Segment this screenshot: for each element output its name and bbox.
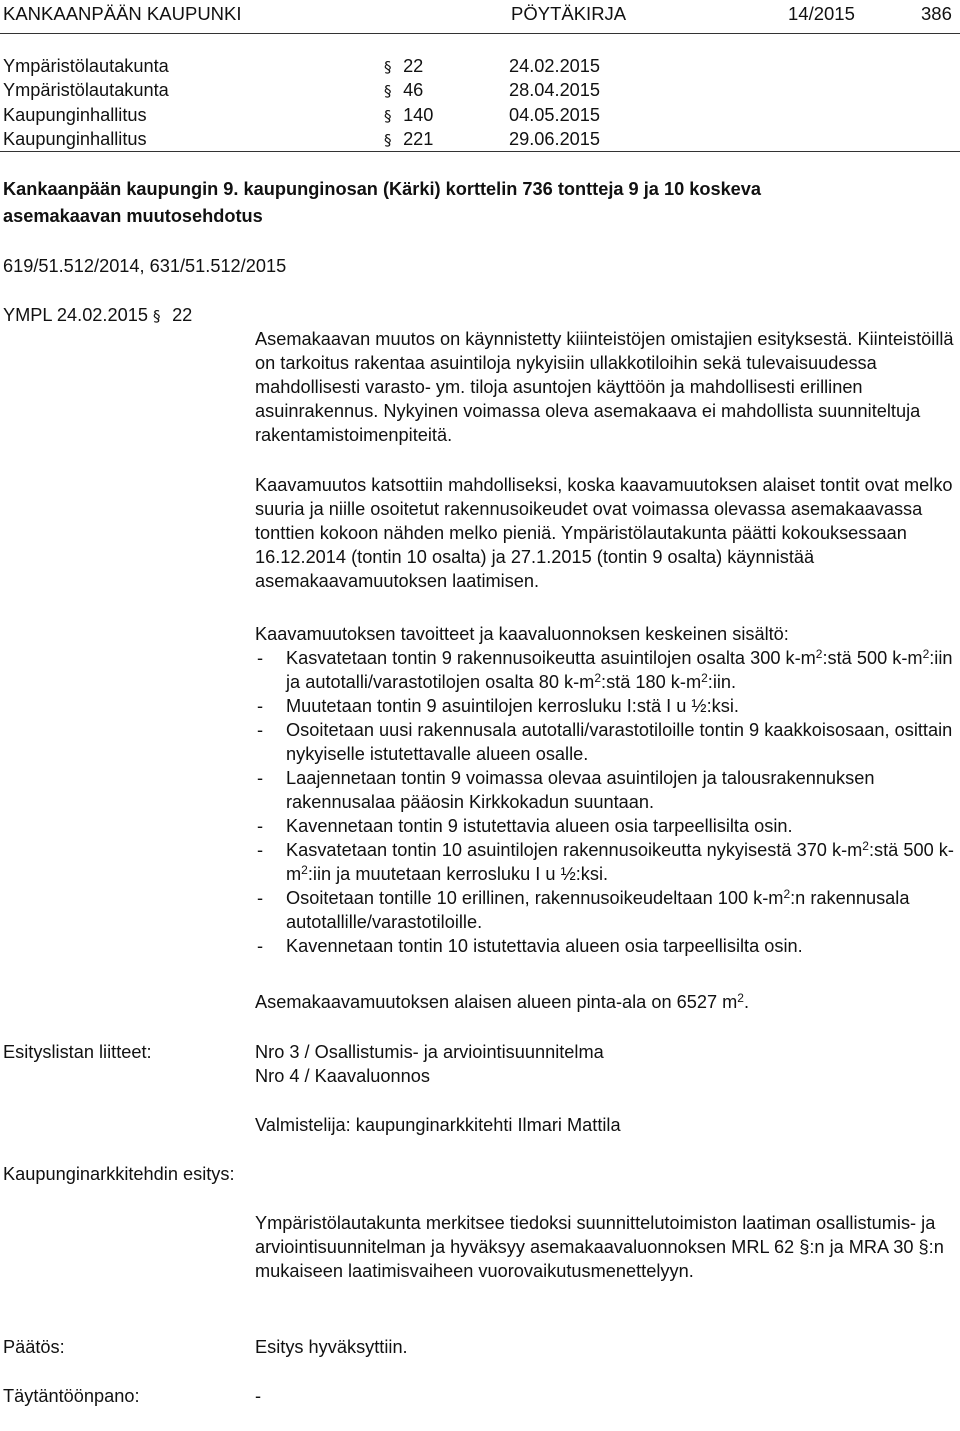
- enforcement-label: Täytäntöönpano:: [3, 1386, 140, 1406]
- list-item: - Kavennetaan tontin 10 istutettavia alueen osia tarpeellisilta osin.: [257, 936, 803, 956]
- history-section: § 46: [384, 78, 423, 103]
- paragraph-justification: Kaavamuutos katsottiin mahdolliseksi, koska kaavamuutoksen alaiset tontit ovat melko suuria ja niille osoitetut rakennusoikeudet ovat voimassa olevassa asemakaavassa tonttien kokoon nähden melko pieniä. Ympäristölautakunta päätti kokouksessaan 16.12.2014 (tontin 10 osalta) ja 27.1.2015 (tontin 9 osalta) käynnistää asemakaavamuutoksen laatimisen.: [255, 475, 953, 591]
- section-icon: §: [384, 58, 392, 76]
- goals-list: [255, 646, 960, 958]
- attachment-link[interactable]: Nro 3 / Osallistumis- ja arviointisuunnitelma: [255, 1042, 604, 1062]
- header-doc-number: 14/2015: [788, 3, 855, 24]
- ympl-reference: YMPL 24.02.2015 § 22: [3, 303, 192, 328]
- section-icon: §: [153, 307, 161, 325]
- history-date: 29.06.2015: [509, 129, 601, 149]
- history-rule: [0, 151, 960, 152]
- area-statement: Asemakaavamuutoksen alaisen alueen pinta-ala on 6527 $m^2$.: [255, 991, 750, 1012]
- proposal-label: Kaupunginarkkitehdin esitys:: [3, 1164, 235, 1184]
- history-date: 04.05.2015: [509, 105, 601, 125]
- list-item: - Laajennetaan tontin 9 voimassa olevaa asuintilojen ja talousrakennuksen rakennusalaa pääosin Kirkkokadun suuntaan.: [257, 768, 875, 812]
- section-icon: §: [384, 131, 392, 149]
- history-body: Ympäristölautakunta: [3, 80, 169, 100]
- header-page-number: 386: [921, 3, 952, 24]
- list-item: - Kasvatetaan tontin 10 asuintilojen rakennusoikeutta nykyisestä 370 $k-m^2:stä$ 500 $k-m^2:iin$ ja muutetaan kerrosluku I u ½:ksi.: [257, 839, 954, 884]
- goals-intro: Kaavamuutoksen tavoitteet ja kaavaluonnoksen keskeinen sisältö:: [255, 624, 789, 644]
- attachments-label: Esityslistan liitteet:: [3, 1042, 152, 1062]
- section-icon: §: [384, 107, 392, 125]
- history-date: 28.04.2015: [509, 80, 601, 100]
- history-section: § 22: [384, 54, 423, 79]
- section-icon: §: [384, 82, 392, 100]
- decision-text: Esitys hyväksyttiin.: [255, 1337, 408, 1357]
- goals-section: [255, 622, 960, 958]
- history-section: § 221: [384, 127, 433, 152]
- document-title-line2: asemakaavan muutosehdotus: [3, 206, 263, 226]
- history-body: Kaupunginhallitus: [3, 105, 147, 125]
- attachment-link[interactable]: Nro 4 / Kaavaluonnos: [255, 1066, 430, 1086]
- paragraph-background: Asemakaavan muutos on käynnistetty kiiinteistöjen omistajien esityksestä. Kiinteistöillä on tarkoitus rakentaa asuintiloja nykyisiin ullakkotiloihin sekä tulevaisuudessa mahdollisesti varasto- ym. tiloja asuntojen käyttöön ja mahdollisesti erillinen asuinrakennus. Nykyinen voimassa oleva asemakaava ei mahdollista suunniteltuja rakentamistoimenpiteitä.: [255, 329, 954, 445]
- preparer: Valmistelija: kaupunginarkkitehti Ilmari Mattila: [255, 1115, 621, 1135]
- case-numbers: 619/51.512/2014, 631/51.512/2015: [3, 256, 287, 276]
- decision-label: Päätös:: [3, 1337, 65, 1357]
- header-doc-type: PÖYTÄKIRJA: [511, 3, 627, 24]
- list-item: - Kasvatetaan tontin 9 rakennusoikeutta asuintilojen osalta 300 $k-m^2:stä$ 500 $k-m^2:iin$ ja autotalli/varastotilojen osalta 80 $k-m^2:stä$ 180 $k-m^2:iin$.: [257, 647, 953, 692]
- list-item: - Osoitetaan uusi rakennusala autotalli/varastotiloille tontin 9 kaakkoisosaan, osittain nykyiselle istutettavalle alueen osalle.: [257, 720, 953, 764]
- history-date: 24.02.2015: [509, 56, 601, 76]
- document-title-line1: Kankaanpään kaupungin 9. kaupunginosan (Kärki) korttelin 736 tontteja 9 ja 10 koskeva: [3, 179, 762, 199]
- history-body: Ympäristölautakunta: [3, 56, 169, 76]
- history-section: § 140: [384, 103, 433, 128]
- enforcement-value: -: [255, 1386, 262, 1406]
- list-item: - Osoitetaan tontille 10 erillinen, rakennusoikeudeltaan 100 $k-m^2:n$ rakennusala autotallille/varastotiloille.: [257, 887, 910, 932]
- list-item: - Kavennetaan tontin 9 istutettavia alueen osia tarpeellisilta osin.: [257, 816, 793, 836]
- list-item: - Muutetaan tontin 9 asuintilojen kerrosluku I:stä I u ½:ksi.: [257, 696, 739, 716]
- header-city: KANKAANPÄÄN KAUPUNKI: [3, 3, 242, 24]
- history-body: Kaupunginhallitus: [3, 129, 147, 149]
- header-rule: [0, 33, 960, 34]
- proposal-text: Ympäristölautakunta merkitsee tiedoksi suunnittelutoimiston laatiman osallistumis- ja arviointisuunnitelman ja hyväksyy asemakaavaluonnoksen MRL 62 §:n ja MRA 30 §:n mukaiseen laatimisvaiheen vuorovaikutusmenettelyyn.: [255, 1213, 944, 1281]
